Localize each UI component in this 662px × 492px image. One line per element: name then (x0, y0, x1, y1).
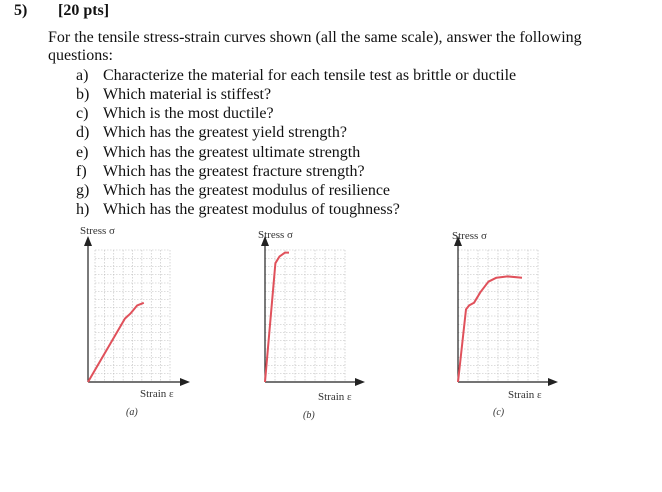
item-label: e) (76, 144, 89, 161)
question-intro: For the tensile stress-strain curves shown (all the same scale), answer the following questions: (48, 29, 582, 64)
y-axis-arrow-a (84, 236, 92, 246)
question-item-b (76, 86, 271, 104)
item-text: Which has the greatest modulus of resilience (103, 182, 391, 199)
x-axis-label-a: Strain ε (140, 388, 174, 400)
question-item-f (76, 163, 365, 181)
item-text: Which has the greatest modulus of toughness? (103, 201, 400, 218)
question-number: 5) (14, 2, 28, 19)
item-label: f) (76, 163, 87, 180)
question-item-h (76, 201, 400, 219)
stress-strain-charts (0, 222, 662, 492)
x-axis-label-b: Strain ε (318, 391, 352, 403)
question-points: [20 pts] (58, 2, 110, 19)
item-text: Which is the most ductile? (103, 105, 274, 122)
x-axis-arrow-b (355, 378, 365, 386)
item-label: g) (76, 182, 90, 199)
question-item-a (76, 67, 516, 85)
item-text: Which has the greatest yield strength? (103, 124, 347, 141)
y-axis-label-c: Stress σ (452, 230, 487, 242)
item-text: Which material is stiffest? (103, 86, 272, 103)
item-label: a) (76, 67, 89, 84)
question-item-e (76, 144, 360, 162)
item-label: h) (76, 201, 90, 218)
x-axis-arrow-c (548, 378, 558, 386)
y-axis-label-b: Stress σ (258, 229, 293, 241)
item-label: b) (76, 86, 90, 103)
item-label: d) (76, 124, 90, 141)
panel-label-b: (b) (303, 410, 315, 421)
question-item-d (76, 124, 347, 142)
question-item-c (76, 105, 274, 123)
item-text: Which has the greatest fracture strength? (103, 163, 365, 180)
x-axis-label-c: Strain ε (508, 389, 542, 401)
question-item-g (76, 182, 390, 200)
x-axis-arrow-a (180, 378, 190, 386)
item-text: Characterize the material for each tensile test as brittle or ductile (103, 67, 517, 84)
stress-strain-curve-b (265, 253, 289, 382)
y-axis-label-a: Stress σ (80, 225, 115, 237)
panel-label-c: (c) (493, 407, 505, 418)
stress-strain-curve-a (88, 303, 144, 382)
panel-label-a: (a) (126, 407, 138, 418)
item-text: Which has the greatest ultimate strength (103, 144, 361, 161)
stress-strain-curve-c (458, 276, 522, 382)
item-label: c) (76, 105, 89, 122)
